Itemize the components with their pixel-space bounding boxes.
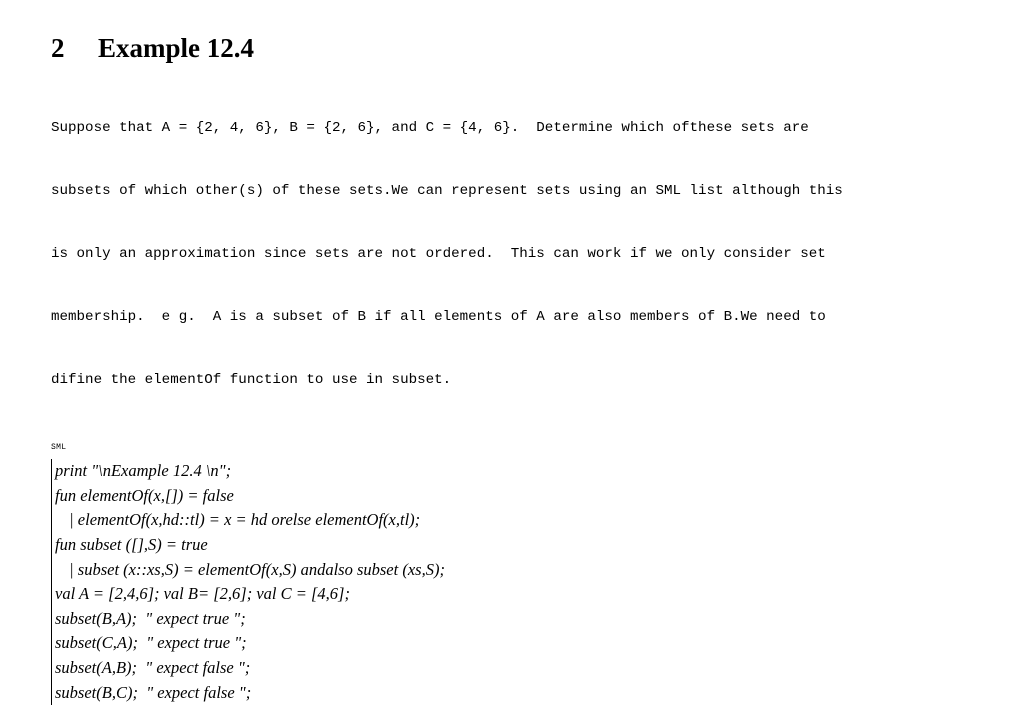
- code-line: | elementOf(x,hd::tl) = x = hd orelse elementOf(x,tl);: [51, 508, 1001, 533]
- document-page: [51, 30, 1001, 705]
- section-number: 2: [51, 33, 65, 63]
- paragraph-line: Suppose that A = {2, 4, 6}, B = {2, 6}, and C = {4, 6}. Determine which ofthese sets are: [51, 120, 809, 136]
- section-title: Example 12.4: [98, 33, 255, 63]
- problem-paragraph: [51, 76, 1001, 433]
- code-line: subset(B,C); " expect false ";: [51, 680, 1001, 705]
- section-heading: [51, 30, 1001, 66]
- code-line: subset(C,A); " expect true ";: [51, 631, 1001, 656]
- code-line: fun elementOf(x,[]) = false: [51, 484, 1001, 509]
- code-line: fun subset ([],S) = true: [51, 533, 1001, 558]
- code-language-label: SML: [51, 443, 67, 452]
- paragraph-line: membership. e g. A is a subset of B if all elements of A are also members of B.We need to: [51, 309, 826, 325]
- code-listing: [51, 459, 1001, 705]
- code-line: print "\nExample 12.4 \n";: [51, 459, 1001, 484]
- paragraph-line: difine the elementOf function to use in subset.: [51, 372, 452, 388]
- code-line: | subset (x::xs,S) = elementOf(x,S) andalso subset (xs,S);: [51, 557, 1001, 582]
- code-line: subset(A,B); " expect false ";: [51, 656, 1001, 681]
- code-line: subset(B,A); " expect true ";: [51, 607, 1001, 632]
- paragraph-line: is only an approximation since sets are not ordered. This can work if we only consider set: [51, 246, 826, 262]
- paragraph-line: subsets of which other(s) of these sets.We can represent sets using an SML list although this: [51, 183, 843, 199]
- code-line: val A = [2,4,6]; val B= [2,6]; val C = [4,6];: [51, 582, 1001, 607]
